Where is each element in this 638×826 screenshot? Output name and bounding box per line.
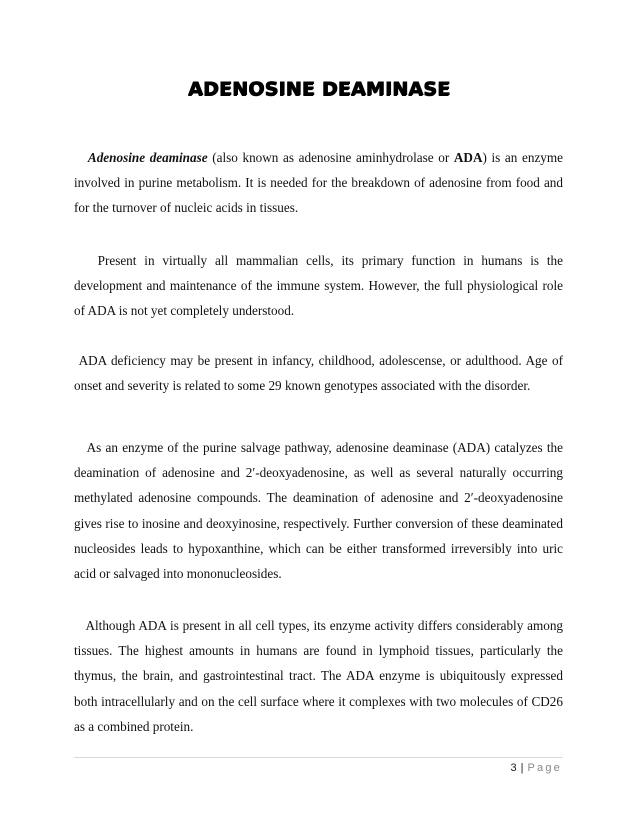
term-adenosine-deaminase: Adenosine deaminase: [87, 150, 208, 165]
page-label: Page: [527, 762, 562, 774]
term-ada: ADA: [453, 150, 483, 165]
paragraph-pathway-text: As an enzyme of the purine salvage pathway, adenosine deaminase (ADA) catalyzes the deamination of adenosine and 2′-deoxyadenosine, as well as several naturally occurring methylated adenosine compounds. The deamination of adenosine and 2′-deoxyadenosine gives rise to inosine and deoxyinosine, respectively. Further conversion of these deaminated nucleosides leads to hypoxanthine, which can be either transformed irreversibly into uric acid or salvaged into mononucleosides.: [74, 440, 563, 582]
footer-separator: |: [520, 762, 524, 774]
paragraph-deficiency: [74, 348, 563, 398]
footer-divider: [74, 757, 563, 758]
paragraph-pathway: [74, 435, 563, 586]
page-number: 3: [510, 762, 517, 774]
paragraph-intro-text-a: (also known as adenosine aminhydrolase or: [207, 150, 454, 165]
page-footer: [511, 762, 562, 774]
paragraph-intro: [74, 145, 563, 221]
paragraph-function-text: Present in virtually all mammalian cells, its primary function in humans is the development and maintenance of the immune system. However, the full physiological role of ADA is not yet completely understood.: [74, 253, 563, 319]
paragraph-intro-text-b: ) is an enzyme involved in purine metabolism. It is needed for the breakdown of adenosine from food and for the turnover of nucleic acids in tissues.: [74, 150, 564, 216]
page-title: ADENOSINE DEAMINASE: [187, 78, 451, 100]
paragraph-distribution: [74, 613, 563, 739]
paragraph-distribution-text: Although ADA is present in all cell types, its enzyme activity differs considerably among tissues. The highest amounts in humans are found in lymphoid tissues, particularly the thymus, the brain, and gastrointestinal tract. The ADA enzyme is ubiquitously expressed both intracellularly and on the cell surface where it complexes with two molecules of CD26 as a combined protein.: [74, 618, 564, 734]
paragraph-deficiency-text: ADA deficiency may be present in infancy, childhood, adolescense, or adulthood. Age of onset and severity is related to some 29 known genotypes associated with the disorder.: [74, 353, 564, 394]
paragraph-function: [74, 248, 563, 324]
